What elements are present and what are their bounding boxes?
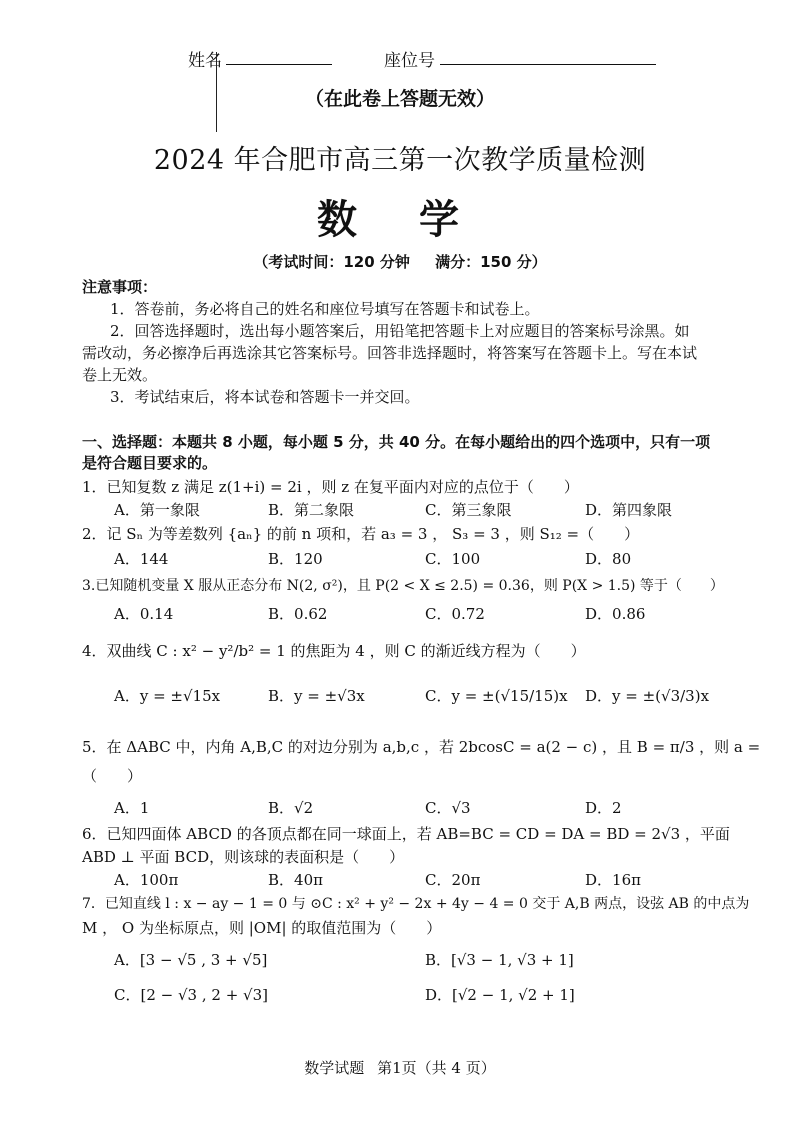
section-heading-cont: 是符合题目要求的。 — [82, 454, 218, 472]
question-7-stem: 7．已知直线 l : x − ay − 1 = 0 与 ⊙C : x² + y² − 2x + 4y − 4 = 0 交于 A,B 两点，设弦 AB 的中点为 — [82, 896, 750, 912]
question-5-option-b: B．√2 — [268, 799, 314, 817]
seat-label: 座位号 — [384, 51, 435, 71]
question-5-stem-cont: （ ） — [82, 767, 143, 785]
question-5-option-d: D．2 — [585, 799, 622, 817]
notice-item-2-cont: 需改动，务必擦净后再选涂其它答案标号。回答非选择题时，将答案写在答题卡上。写在本试 — [82, 344, 698, 362]
question-3-stem: 3.已知随机变量 X 服从正态分布 N(2, σ²)，且 P(2 < X ≤ 2.5) = 0.36，则 P(X > 1.5) 等于（ ） — [82, 578, 724, 594]
question-3-option-a: A．0.14 — [114, 605, 174, 623]
footer-page: 第1页（共 4 页） — [377, 1059, 496, 1077]
footer-subject: 数学试题 — [304, 1059, 365, 1077]
question-6-stem-cont: ABD ⊥ 平面 BCD，则该球的表面积是（ ） — [82, 848, 405, 866]
question-6-option-a: A．100π — [114, 871, 179, 889]
notice-item-2: 2．回答选择题时，选出每小题答案后，用铅笔把答题卡上对应题目的答案标号涂黑。如 — [110, 322, 690, 340]
question-3-option-c: C．0.72 — [425, 605, 485, 623]
invalid-note: （在此卷上答题无效） — [304, 88, 495, 110]
question-7-option-b: B．[√3 − 1, √3 + 1] — [425, 951, 574, 969]
question-5-option-c: C．√3 — [425, 799, 471, 817]
question-1-option-b: B．第二象限 — [268, 501, 355, 519]
section-heading: 一、选择题：本题共 8 小题，每小题 5 分，共 40 分。在每小题给出的四个选项中，只有一项 — [82, 433, 711, 451]
exam-score: 满分：150 分） — [435, 253, 547, 271]
question-6-stem: 6．已知四面体 ABCD 的各顶点都在同一球面上，若 AB=BC = CD = DA = BD = 2√3 ，平面 — [82, 825, 730, 843]
question-1-option-d: D．第四象限 — [585, 501, 673, 519]
seat-blank — [440, 64, 656, 65]
exam-title: 2024 年合肥市高三第一次教学质量检测 — [153, 145, 647, 176]
question-5-option-a: A．1 — [114, 799, 150, 817]
question-2-option-b: B．120 — [268, 550, 323, 568]
question-6-option-c: C．20π — [425, 871, 481, 889]
page-footer — [0, 1057, 800, 1078]
question-1-option-a: A．第一象限 — [114, 501, 200, 519]
subject-title: 数 学 — [317, 197, 483, 243]
question-2-option-c: C．100 — [425, 550, 481, 568]
question-4-option-b: B．y = ±√3x — [268, 687, 365, 705]
question-5-stem: 5．在 ΔABC 中，内角 A,B,C 的对边分别为 a,b,c ，若 2bcosC = a(2 − c) ，且 B = π/3 ，则 a = — [82, 738, 761, 756]
question-7-option-c: C．[2 − √3 , 2 + √3] — [114, 986, 268, 1004]
question-3-option-d: D．0.86 — [585, 605, 646, 623]
question-2-option-a: A．144 — [114, 550, 169, 568]
question-6-option-d: D．16π — [585, 871, 641, 889]
exam-info — [0, 251, 800, 272]
question-6-option-b: B．40π — [268, 871, 323, 889]
notice-item-2-end: 卷上无效。 — [82, 366, 158, 384]
question-3-option-b: B．0.62 — [268, 605, 328, 623]
question-1-option-c: C．第三象限 — [425, 501, 512, 519]
question-7-option-a: A．[3 − √5 , 3 + √5] — [114, 951, 268, 969]
exam-time: （考试时间：120 分钟 — [253, 253, 410, 271]
name-blank — [226, 64, 332, 65]
question-4-option-c: C．y = ±(√15/15)x — [425, 687, 568, 705]
question-1-stem: 1．已知复数 z 满足 z(1+i) = 2i ，则 z 在复平面内对应的点位于（ ） — [82, 478, 579, 496]
notice-item-1: 1．答卷前，务必将自己的姓名和座位号填写在答题卡和试卷上。 — [110, 300, 540, 318]
notice-item-3: 3．考试结束后，将本试卷和答题卡一并交回。 — [110, 388, 420, 406]
name-label: 姓名 — [188, 51, 222, 71]
question-4-stem: 4．双曲线 C : x² − y²/b² = 1 的焦距为 4 ，则 C 的渐近线方程为（ ） — [82, 642, 586, 660]
notice-heading: 注意事项： — [82, 278, 158, 296]
question-2-option-d: D．80 — [585, 550, 632, 568]
question-2-stem: 2．记 Sₙ 为等差数列 {aₙ} 的前 n 项和，若 a₃ = 3 ， S₃ = 3 ，则 S₁₂ =（ ） — [82, 525, 640, 543]
question-7-stem-cont: M ， O 为坐标原点，则 |OM| 的取值范围为（ ） — [82, 919, 442, 937]
question-4-option-d: D．y = ±(√3/3)x — [585, 687, 710, 705]
question-7-option-d: D．[√2 − 1, √2 + 1] — [425, 986, 575, 1004]
question-4-option-a: A．y = ±√15x — [114, 687, 221, 705]
